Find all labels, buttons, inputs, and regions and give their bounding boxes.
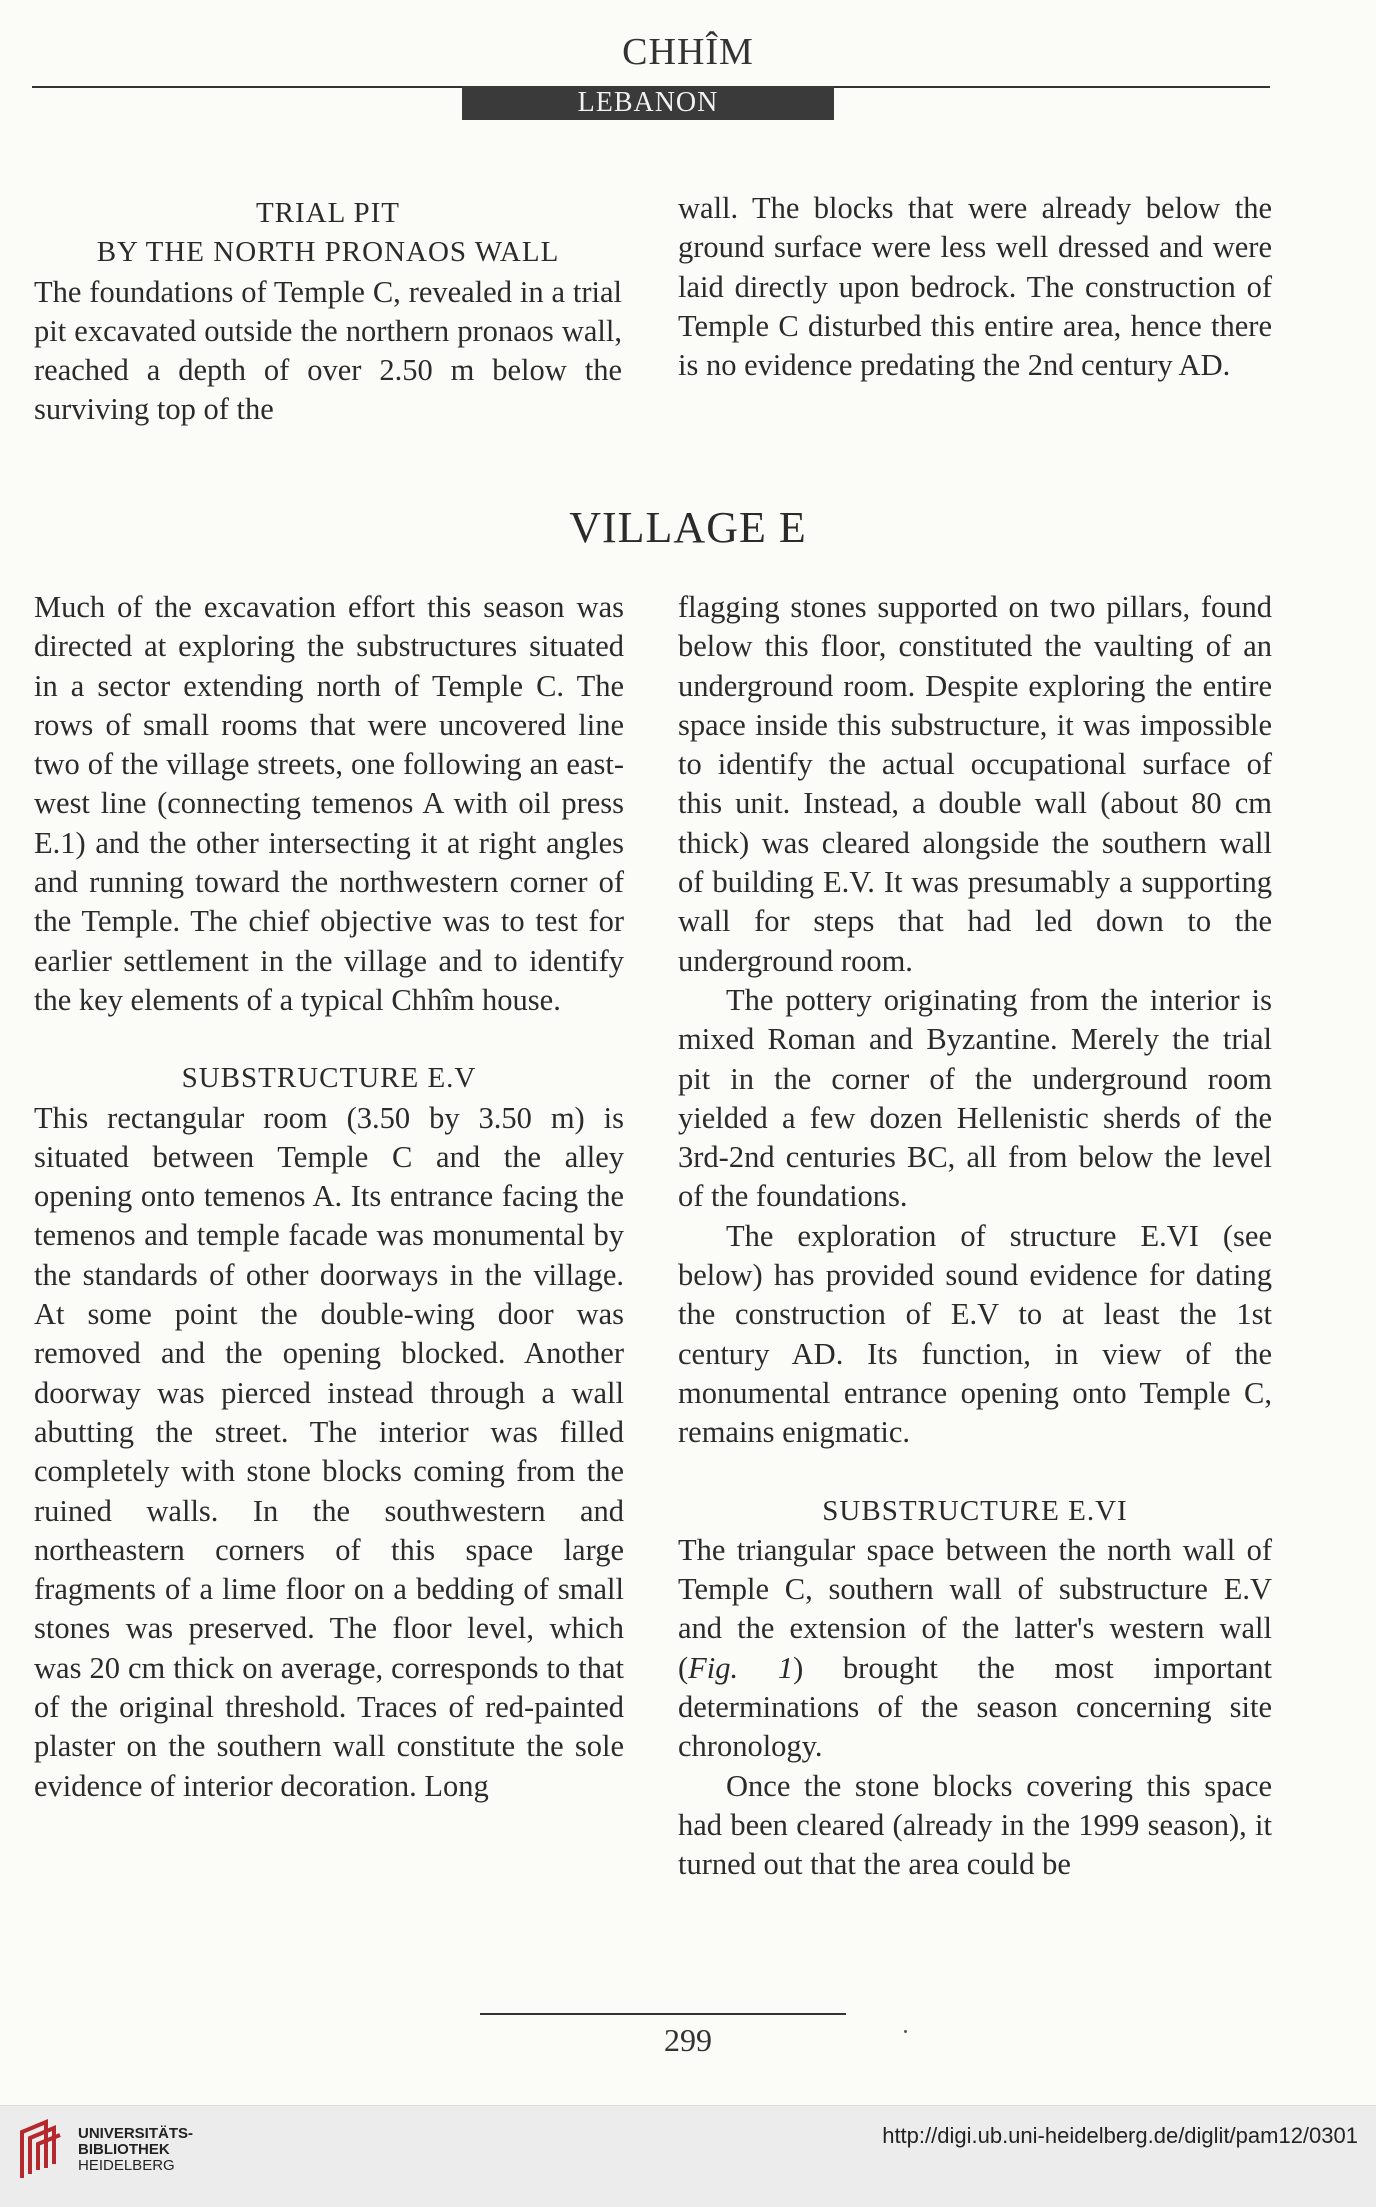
trial-pit-right-column [678,189,1272,385]
substructure-evi-paragraph-2: Once the stone blocks covering this space had been cleared (already in the 1999 season), it turned out that the area could be [678,1768,1272,1882]
trial-pit-left-column [34,194,622,430]
page-number: 299 [664,2022,712,2058]
village-right-column [678,588,1272,1885]
figure-reference: Fig. 1 [688,1650,794,1685]
trial-pit-subheading: BY THE NORTH PRONAOS WALL [96,236,560,269]
village-intro-paragraph: Much of the excavation effort this season was directed at exploring the substructures situated in a sector extending north of Temple C. The rows of small rooms that were uncovered line two of the village streets, one following an east-west line (connecting temenos A with oil press E.1) and the other intersecting it at right angles and running toward the northwestern corner of the Temple. The chief objective was to test for earlier settlement in the village and to identify the key elements of a typical Chhîm house. [34,590,624,1017]
village-title: VILLAGE E [569,503,807,552]
trial-pit-paragraph: The foundations of Temple C, revealed in a trial pit excavated outside the northern pronaos wall, reached a depth of over 2.50 m below the surviving top of the [34,274,622,427]
footer-rule [480,2013,846,2015]
village-left-column [34,588,624,1806]
exploration-paragraph: The exploration of structure E.VI (see below) has provided sound evidence for dating the construction of E.V to at least the 1st century AD. Its function, in view of the monumental entrance opening onto Temple C, remains enigmatic. [678,1218,1272,1450]
substructure-evi-heading: SUBSTRUCTURE E.VI [822,1494,1128,1527]
running-header-title: CHHÎM [622,31,754,73]
substructure-ev-heading: SUBSTRUCTURE E.V [181,1062,477,1095]
trial-pit-paragraph-continued: wall. The blocks that were already below the ground surface were less well dressed and were laid directly upon bedrock. The construction of Temple C disturbed this entire area, hence there is no evidence predating the 2nd century AD. [678,191,1272,383]
pottery-paragraph: The pottery originating from the interior is mixed Roman and Byzantine. Merely the trial pit in the corner of the underground room yielded a few dozen Hellenistic sherds of the 3rd-2nd centuries BC, all from below the level of the foundations. [678,982,1272,1214]
library-name: UNIVERSITÄTS- BIBLIOTHEK HEIDELBERG [78,2125,194,2174]
trial-pit-heading: TRIAL PIT [255,197,401,229]
substructure-ev-paragraph-continued: flagging stones supported on two pillars, found below this floor, constituted the vaulting of an underground room. Despite exploring the entire space inside this substructure, it was impossible to identify the actual occupational surface of this unit. Instead, a double wall (about 80 cm thick) was cleared alongside the southern wall of building E.V. It was presumably a supporting wall for steps that had led down to the underground room. [678,590,1272,978]
speck [904,2030,907,2033]
library-logo-icon [16,2118,62,2180]
substructure-ev-paragraph: This rectangular room (3.50 by 3.50 m) is situated between Temple C and the alley opening onto temenos A. Its entrance facing the temenos and temple facade was monumental by the standards of other doorways in the village. At some point the double-wing door was removed and the opening blocked. Another doorway was pierced instead through a wall abutting the street. The interior was filled completely with stone blocks coming from the ruined walls. In the southwestern and northeastern corners of this space large fragments of a lime floor on a bedding of small stones was preserved. The floor level, which was 20 cm thick on average, corresponds to that of the original threshold. Traces of red-painted plaster on the southern wall constitute the sole evidence of interior decoration. Long [34,1100,624,1803]
section-band: LEBANON [462,86,834,120]
digitization-footer [0,2105,1376,2207]
substructure-evi-paragraph: The triangular space between the north wall of Temple C, southern wall of substructure E.V and the extension of the latter's western wall (Fig. 1) brought the most important determinations of the season concerning site chronology. [678,1532,1272,1764]
source-url-link[interactable]: http://digi.ub.uni-heidelberg.de/diglit/pam12/0301 [882,2123,1358,2148]
